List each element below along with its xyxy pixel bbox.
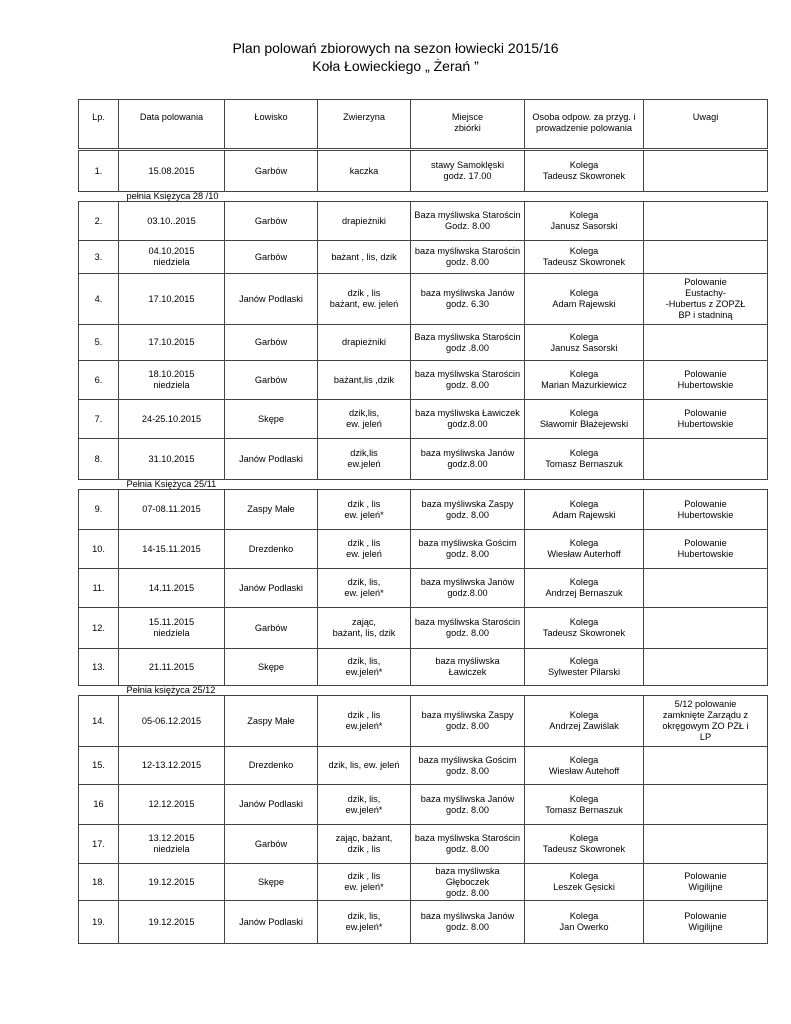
row-lp: 14. bbox=[79, 696, 119, 747]
row-zwierzyna: dzik , lis bażant, ew. jeleń bbox=[318, 274, 411, 325]
row-zwierzyna: drapieżniki bbox=[318, 202, 411, 241]
row-lowisko: Drezdenko bbox=[225, 747, 318, 785]
row-osoba-odpowiedzialna: Kolega Tadeusz Skowronek bbox=[525, 608, 644, 649]
row-osoba-odpowiedzialna: Kolega Andrzej Zawiślak bbox=[525, 696, 644, 747]
moon-phase-note-row bbox=[79, 686, 768, 696]
row-lp: 10. bbox=[79, 530, 119, 569]
row-lowisko: Garbów bbox=[225, 202, 318, 241]
row-miejsce-zbiorki: baza myśliwska Głęboczek godz. 8.00 bbox=[411, 864, 525, 901]
row-uwagi: Polowanie Wigilijne bbox=[644, 864, 768, 901]
table-row bbox=[79, 361, 768, 400]
moon-phase-note-row bbox=[79, 480, 768, 490]
row-data-polowania: 21.11.2015 bbox=[119, 649, 225, 686]
row-uwagi: Polowanie Eustachy- -Hubertus z ZOPZŁ BP i stadniną bbox=[644, 274, 768, 325]
row-zwierzyna: bażant,lis ,dzik bbox=[318, 361, 411, 400]
row-osoba-odpowiedzialna: Kolega Marian Mazurkiewicz bbox=[525, 361, 644, 400]
table-header-row bbox=[79, 100, 768, 149]
row-zwierzyna: drapieżniki bbox=[318, 325, 411, 361]
row-uwagi bbox=[644, 151, 768, 192]
row-lowisko: Garbów bbox=[225, 825, 318, 864]
row-uwagi: Polowanie Hubertowskie bbox=[644, 400, 768, 439]
row-lowisko: Skępe bbox=[225, 400, 318, 439]
row-zwierzyna: dzik, lis, ew. jeleń* bbox=[318, 569, 411, 608]
row-lp: 18. bbox=[79, 864, 119, 901]
row-zwierzyna: dzik, lis, ew.jeleń* bbox=[318, 901, 411, 944]
row-zwierzyna: bażant , lis, dzik bbox=[318, 241, 411, 274]
row-lowisko: Zaspy Małe bbox=[225, 490, 318, 530]
row-lp: 7. bbox=[79, 400, 119, 439]
row-data-polowania: 05-06.12.2015 bbox=[119, 696, 225, 747]
row-uwagi bbox=[644, 608, 768, 649]
row-lowisko: Drezdenko bbox=[225, 530, 318, 569]
row-lp: 15. bbox=[79, 747, 119, 785]
row-osoba-odpowiedzialna: Kolega Tomasz Bernaszuk bbox=[525, 785, 644, 825]
row-uwagi: Polowanie Hubertowskie bbox=[644, 530, 768, 569]
row-uwagi bbox=[644, 785, 768, 825]
row-uwagi bbox=[644, 325, 768, 361]
row-data-polowania: 15.11.2015 niedziela bbox=[119, 608, 225, 649]
row-zwierzyna: dzik, lis, ew.jeleń* bbox=[318, 649, 411, 686]
row-lowisko: Skępe bbox=[225, 864, 318, 901]
row-zwierzyna: dzik,lis ew.jeleń bbox=[318, 439, 411, 480]
row-uwagi bbox=[644, 439, 768, 480]
row-osoba-odpowiedzialna: Kolega Wiesław Autehoff bbox=[525, 747, 644, 785]
row-miejsce-zbiorki: baza myśliwska Ławiczek godz.8.00 bbox=[411, 400, 525, 439]
table-row bbox=[79, 151, 768, 192]
row-lp: 3. bbox=[79, 241, 119, 274]
document-subtitle: Koła Łowieckiego „ Żerań ” bbox=[312, 58, 479, 74]
table-row bbox=[79, 696, 768, 747]
row-miejsce-zbiorki: baza myśliwska Zaspy godz. 8.00 bbox=[411, 696, 525, 747]
row-osoba-odpowiedzialna: Kolega Jan Owerko bbox=[525, 901, 644, 944]
row-miejsce-zbiorki: baza myśliwska Gościm godz. 8.00 bbox=[411, 530, 525, 569]
row-osoba-odpowiedzialna: Kolega Janusz Sasorski bbox=[525, 202, 644, 241]
header-zwierzyna: Zwierzyna bbox=[318, 100, 411, 149]
hunting-plan-table bbox=[78, 99, 768, 944]
row-lp: 16 bbox=[79, 785, 119, 825]
row-lp: 12. bbox=[79, 608, 119, 649]
row-miejsce-zbiorki: baza myśliwska Starościn godz. 8.00 bbox=[411, 825, 525, 864]
table-row bbox=[79, 569, 768, 608]
row-miejsce-zbiorki: baza myśliwska Janów godz. 6.30 bbox=[411, 274, 525, 325]
row-osoba-odpowiedzialna: Kolega Janusz Sasorski bbox=[525, 325, 644, 361]
row-osoba-odpowiedzialna: Kolega Wiesław Auterhoff bbox=[525, 530, 644, 569]
row-miejsce-zbiorki: baza myśliwska Ławiczek bbox=[411, 649, 525, 686]
row-zwierzyna: dzik , lis ew. jeleń* bbox=[318, 490, 411, 530]
table-row bbox=[79, 608, 768, 649]
table-row bbox=[79, 439, 768, 480]
row-lp: 8. bbox=[79, 439, 119, 480]
row-zwierzyna: dzik,lis, ew. jeleń bbox=[318, 400, 411, 439]
row-data-polowania: 13.12.2015 niedziela bbox=[119, 825, 225, 864]
row-data-polowania: 15.08.2015 bbox=[119, 151, 225, 192]
moon-phase-note: pełnia Księżyca 28 /10 bbox=[126, 191, 219, 201]
table-row bbox=[79, 274, 768, 325]
row-osoba-odpowiedzialna: Kolega Tadeusz Skowronek bbox=[525, 241, 644, 274]
moon-phase-note: Pełnia Księżyca 25/11 bbox=[126, 479, 217, 489]
row-lowisko: Janów Podlaski bbox=[225, 439, 318, 480]
row-lowisko: Garbów bbox=[225, 608, 318, 649]
row-miejsce-zbiorki: baza myśliwska Starościn godz. 8.00 bbox=[411, 241, 525, 274]
row-uwagi bbox=[644, 569, 768, 608]
row-lowisko: Zaspy Małe bbox=[225, 696, 318, 747]
row-osoba-odpowiedzialna: Kolega Leszek Gęsicki bbox=[525, 864, 644, 901]
row-miejsce-zbiorki: baza myśliwska Janów godz. 8.00 bbox=[411, 901, 525, 944]
row-lp: 6. bbox=[79, 361, 119, 400]
row-zwierzyna: zając, bażant, dzik , lis bbox=[318, 825, 411, 864]
document-title: Plan polowań zbiorowych na sezon łowiecki 2015/16 bbox=[232, 40, 559, 56]
row-osoba-odpowiedzialna: Kolega Adam Rajewski bbox=[525, 490, 644, 530]
row-osoba-odpowiedzialna: Kolega Adam Rajewski bbox=[525, 274, 644, 325]
row-miejsce-zbiorki: stawy Samoklęski godz. 17.00 bbox=[411, 151, 525, 192]
header-lowisko: Łowisko bbox=[225, 100, 318, 149]
row-lp: 5. bbox=[79, 325, 119, 361]
row-miejsce-zbiorki: baza myśliwska Zaspy godz. 8.00 bbox=[411, 490, 525, 530]
row-lp: 4. bbox=[79, 274, 119, 325]
row-zwierzyna: dzik, lis, ew.jeleń* bbox=[318, 785, 411, 825]
row-zwierzyna: dzik , lis ew. jeleń* bbox=[318, 864, 411, 901]
row-zwierzyna: kaczka bbox=[318, 151, 411, 192]
header-osoba-odpowiedzialna: Osoba odpow. za przyg. i prowadzenie polowania bbox=[525, 100, 644, 149]
row-uwagi bbox=[644, 202, 768, 241]
row-lowisko: Janów Podlaski bbox=[225, 785, 318, 825]
table-row bbox=[79, 747, 768, 785]
row-data-polowania: 12-13.12.2015 bbox=[119, 747, 225, 785]
row-zwierzyna: dzik , lis ew. jeleń bbox=[318, 530, 411, 569]
row-data-polowania: 07-08.11.2015 bbox=[119, 490, 225, 530]
row-miejsce-zbiorki: baza myśliwska Janów godz. 8.00 bbox=[411, 785, 525, 825]
row-data-polowania: 17.10.2015 bbox=[119, 325, 225, 361]
row-uwagi bbox=[644, 747, 768, 785]
row-lp: 1. bbox=[79, 151, 119, 192]
row-data-polowania: 24-25.10.2015 bbox=[119, 400, 225, 439]
row-osoba-odpowiedzialna: Kolega Sylwester Pilarski bbox=[525, 649, 644, 686]
row-osoba-odpowiedzialna: Kolega Andrzej Bernaszuk bbox=[525, 569, 644, 608]
header-data-polowania: Data polowania bbox=[119, 100, 225, 149]
row-data-polowania: 18.10.2015 niedziela bbox=[119, 361, 225, 400]
row-uwagi: Polowanie Wigilijne bbox=[644, 901, 768, 944]
header-uwagi: Uwagi bbox=[644, 100, 768, 149]
table-row bbox=[79, 325, 768, 361]
row-zwierzyna: dzik , lis ew.jeleń* bbox=[318, 696, 411, 747]
header-miejsce-zbiorki: Miejsce zbiórki bbox=[411, 100, 525, 149]
row-miejsce-zbiorki: baza myśliwska Gościm godz. 8.00 bbox=[411, 747, 525, 785]
row-data-polowania: 14.11.2015 bbox=[119, 569, 225, 608]
row-zwierzyna: dzik, lis, ew. jeleń bbox=[318, 747, 411, 785]
row-osoba-odpowiedzialna: Kolega Sławomir Błażejewski bbox=[525, 400, 644, 439]
row-data-polowania: 04.10.2015 niedziela bbox=[119, 241, 225, 274]
row-uwagi bbox=[644, 241, 768, 274]
header-lp: Lp. bbox=[79, 100, 119, 149]
row-lp: 13. bbox=[79, 649, 119, 686]
row-data-polowania: 19.12.2015 bbox=[119, 864, 225, 901]
row-lowisko: Janów Podlaski bbox=[225, 274, 318, 325]
row-miejsce-zbiorki: baza myśliwska Janów godz.8.00 bbox=[411, 569, 525, 608]
row-uwagi bbox=[644, 649, 768, 686]
row-lowisko: Garbów bbox=[225, 151, 318, 192]
row-lowisko: Garbów bbox=[225, 361, 318, 400]
row-zwierzyna: zając, bażant, lis, dzik bbox=[318, 608, 411, 649]
row-miejsce-zbiorki: Baza myśliwska Starościn Godz. 8.00 bbox=[411, 202, 525, 241]
row-uwagi: 5/12 polowanie zamknięte Zarządu z okręgowym ZO PZŁ i LP bbox=[644, 696, 768, 747]
row-miejsce-zbiorki: baza myśliwska Janów godz.8.00 bbox=[411, 439, 525, 480]
row-uwagi: Polowanie Hubertowskie bbox=[644, 490, 768, 530]
table-row bbox=[79, 649, 768, 686]
row-lowisko: Skępe bbox=[225, 649, 318, 686]
row-uwagi: Polowanie Hubertowskie bbox=[644, 361, 768, 400]
row-lowisko: Janów Podlaski bbox=[225, 569, 318, 608]
row-miejsce-zbiorki: baza myśliwska Starościn godz. 8.00 bbox=[411, 608, 525, 649]
table-row bbox=[79, 490, 768, 530]
row-lowisko: Garbów bbox=[225, 325, 318, 361]
row-miejsce-zbiorki: baza myśliwska Starościn godz. 8.00 bbox=[411, 361, 525, 400]
table-row bbox=[79, 825, 768, 864]
moon-phase-note: Pełnia księżyca 25/12 bbox=[126, 685, 216, 695]
row-data-polowania: 14-15.11.2015 bbox=[119, 530, 225, 569]
row-lp: 2. bbox=[79, 202, 119, 241]
row-lp: 11. bbox=[79, 569, 119, 608]
row-lp: 17. bbox=[79, 825, 119, 864]
row-lowisko: Garbów bbox=[225, 241, 318, 274]
row-lp: 19. bbox=[79, 901, 119, 944]
row-data-polowania: 31.10.2015 bbox=[119, 439, 225, 480]
table-row bbox=[79, 530, 768, 569]
row-data-polowania: 17.10.2015 bbox=[119, 274, 225, 325]
row-data-polowania: 19.12.2015 bbox=[119, 901, 225, 944]
row-osoba-odpowiedzialna: Kolega Tomasz Bernaszuk bbox=[525, 439, 644, 480]
moon-phase-note-row bbox=[79, 192, 768, 202]
table-row bbox=[79, 400, 768, 439]
row-lowisko: Janów Podlaski bbox=[225, 901, 318, 944]
table-row bbox=[79, 901, 768, 944]
row-data-polowania: 03.10..2015 bbox=[119, 202, 225, 241]
row-lp: 9. bbox=[79, 490, 119, 530]
row-miejsce-zbiorki: Baza myśliwska Starościn godz .8.00 bbox=[411, 325, 525, 361]
table-row bbox=[79, 864, 768, 901]
row-uwagi bbox=[644, 825, 768, 864]
row-osoba-odpowiedzialna: Kolega Tadeusz Skowronek bbox=[525, 825, 644, 864]
row-osoba-odpowiedzialna: Kolega Tadeusz Skowronek bbox=[525, 151, 644, 192]
table-row bbox=[79, 202, 768, 241]
table-row bbox=[79, 785, 768, 825]
row-data-polowania: 12.12.2015 bbox=[119, 785, 225, 825]
table-row bbox=[79, 241, 768, 274]
